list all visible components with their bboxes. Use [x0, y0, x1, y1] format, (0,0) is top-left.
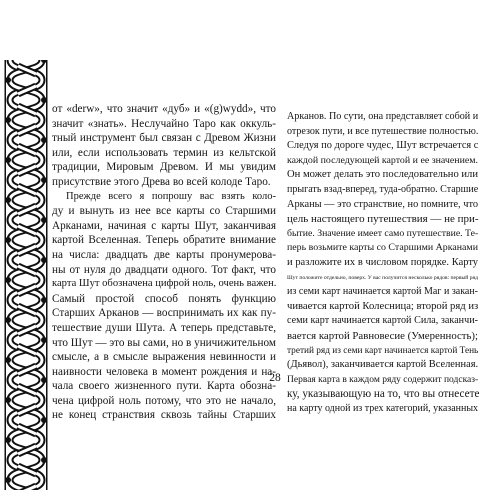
- text-line: (Дьявол), заканчивается картой Вселенная.: [287, 359, 479, 371]
- text-line: смысле, а в смысле выражения невинности и: [52, 351, 276, 364]
- text-line: карта Шут обозначена цифрой ноль, очень важен.: [52, 278, 277, 290]
- text-line: третий ряд из семи карт начинается картой Тень: [287, 345, 479, 356]
- text-line: каждой последующей картой и ее значением.: [287, 154, 478, 166]
- left-text-column: [52, 102, 276, 423]
- text-line: из семи карт начинается картой Маг и закан-: [287, 286, 478, 298]
- text-line: ду и вынуть из нее все карты со Старшими: [52, 205, 276, 218]
- text-line: отрезок пути, и все путешествие полностью.: [287, 125, 479, 137]
- text-line: чала своего жизненного пути. Карта обозна-: [52, 380, 276, 393]
- text-line: Прежде всего я попрошу вас взять коло-: [66, 190, 276, 202]
- text-line: картой Вселенная. Теперь обратите внимание: [52, 234, 276, 247]
- text-line: Первая карта в каждом ряду содержит подсказ-: [287, 374, 479, 385]
- text-line: Арканы — это странствие, но помните, что: [287, 198, 478, 210]
- text-line: Арканами, начиная с карты Шут, заканчивая: [52, 219, 276, 232]
- right-text-column: [287, 110, 478, 416]
- text-line: Он может делать это последовательно или: [287, 169, 478, 181]
- text-line: и разложите их в числовом порядке. Карту: [287, 256, 478, 268]
- text-line: семи карт начинается картой Сила, заканчи-: [287, 315, 478, 327]
- text-line: чена цифрой ноль потому, что это не начало,: [52, 394, 276, 407]
- text-line: Самый простой способ понять функцию: [52, 292, 276, 305]
- text-line: наивности человека в момент рождения и на-: [52, 365, 276, 378]
- text-line: перь возьмите карты со Старшими Арканами: [287, 242, 478, 254]
- page-number: 28: [269, 372, 281, 384]
- text-line: не конец странствия сквозь тайны Старших: [52, 409, 276, 422]
- text-line: ны от нуля до двадцати одного. Тот факт, что: [52, 263, 276, 276]
- text-line: тный инструмент был связан с Древом Жизни: [52, 132, 276, 145]
- text-line: присутствие этого Древа во всей колоде Таро.: [52, 175, 271, 188]
- text-line: Шут положите отдельно, поверх. У вас получится несколько рядов: первый ряд: [287, 274, 478, 281]
- text-line: тешествие души Шута. А теперь представьте,: [52, 321, 276, 334]
- text-line: от «derw», что значит «дуб» и «(g)wydd», что: [52, 103, 276, 115]
- text-line: ку, указывающую на то, что вы отнесете: [287, 388, 480, 401]
- text-line: или, если использовать термин из кельтской: [52, 146, 276, 159]
- text-line: чивается картой Колесница; второй ряд из: [287, 300, 479, 312]
- text-line: бытие. Значение имеет само путешествие. Те-: [287, 227, 479, 239]
- text-line: цель настоящего путешествия — не при-: [287, 213, 479, 226]
- text-line: на числа: двадцать две карты пронумерова-: [52, 248, 276, 261]
- text-line: что Шут — это вы сами, но в уничижительном: [52, 336, 276, 349]
- text-line: традиции, Мировым Древом. И мы увидим: [52, 161, 276, 174]
- text-line: прыгать взад-вперед, туда-обратно. Старшие: [287, 183, 479, 195]
- text-line: Следуя по дороге чудес, Шут встречается с: [287, 140, 479, 152]
- text-line: на карту одной из трех категорий, указанных: [287, 402, 479, 414]
- celtic-knot-border: [4, 60, 48, 490]
- text-line: вается картой Равновесие (Умеренность);: [287, 329, 479, 342]
- text-line: значит «знать». Неслучайно Таро как оккуль-: [52, 117, 276, 130]
- text-line: Старших Арканов — воспринимать их как пу-: [52, 307, 276, 320]
- text-line: Арканов. По сути, она представляет собой и: [287, 111, 479, 122]
